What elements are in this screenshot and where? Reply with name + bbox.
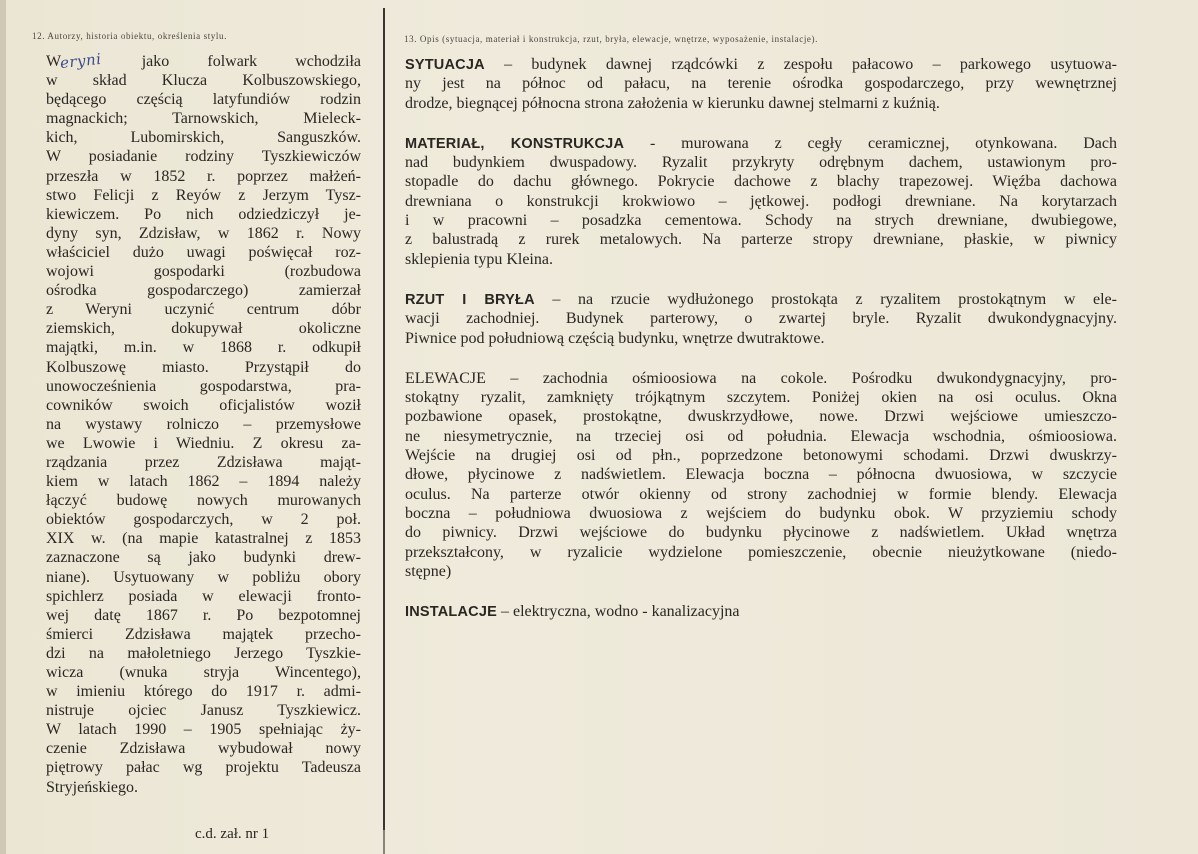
description-line: stokątny ryzalit, zamknięty trójkątnym szczytem. Poniżej okien na osi oculus. Okna	[405, 389, 1117, 407]
description-line: ELEWACJE – zachodnia ośmioosiowa na cokole. Pośrodku dwukondygnacyjny, pro-	[405, 369, 1117, 387]
column-divider	[383, 8, 385, 830]
history-line: wicza (wnuka stryja Wincentego),	[46, 664, 361, 681]
history-line: Stryjeńskiego.	[46, 778, 138, 796]
description-line: oculus. Na parterze otwór okienny od strony zachodniej w formie blendy. Elewacja	[405, 485, 1117, 503]
description-text	[405, 55, 1117, 642]
history-text	[46, 49, 362, 797]
history-line: W latach 1990 – 1905 spełniając ży-	[46, 721, 361, 739]
continuation-note: c.d. zał. nr 1	[195, 826, 270, 842]
history-line: będącego częścią latyfundiów rodzin	[46, 91, 361, 109]
description-section	[405, 602, 1117, 621]
history-line: XIX w. (na mapie katastralnej z 1853	[46, 530, 361, 548]
history-line: dyny syn, Zdzisław, w 1862 r. Nowy	[46, 224, 361, 242]
description-line: i w pracowni – posadzka cementowa. Schody na strych drewniane, dwubiegowe,	[405, 212, 1117, 230]
history-line: W posiadanie rodziny Tyszkiewiczów	[46, 148, 361, 166]
section-heading: INSTALACJE	[405, 604, 497, 621]
history-line: zaznaczone są jako budynki drew-	[46, 549, 361, 567]
history-first-line	[46, 49, 362, 73]
description-line: stopadle do dachu głównego. Pokrycie dachowe z blachy trapezowej. Więźba dachowa	[405, 173, 1117, 191]
history-line: w imieniu którego do 1917 r. admi-	[46, 683, 361, 701]
handwritten-correction: eryni	[59, 49, 103, 73]
description-line: Piwnice pod południową częścią budynku, wnętrze dwutraktowe.	[405, 329, 825, 347]
description-line	[405, 55, 1117, 74]
history-line: we Lwowie i Wiedniu. Z okresu za-	[46, 434, 361, 452]
history-first-letter: W	[46, 53, 62, 70]
history-line: cowników swoich oficjalistów woził	[46, 396, 361, 414]
description-section	[405, 55, 1117, 113]
description-line	[405, 290, 1117, 309]
history-lines	[46, 71, 361, 797]
history-line: kiem w latach 1862 – 1894 należy	[46, 473, 361, 491]
description-line: dłowe, płycinowe z nadświetlem. Elewacja boczna – północna dwuosiowa, w szczycie	[405, 466, 1117, 484]
history-line: łączyć budowę nowych murowanych	[46, 492, 361, 510]
section-text: – elektryczna, wodno - kanalizacyjna	[496, 603, 740, 621]
section-heading: SYTUACJA	[405, 57, 485, 73]
description-section	[405, 134, 1117, 269]
history-line: stwo Felicji z Reyów z Jerzym Tysz-	[46, 186, 361, 204]
description-line: sklepienia typu Kleina.	[405, 250, 553, 268]
section-text: – budynek dawnej rządcówki z zespołu pałacowo – parkowego usytuowa-	[484, 56, 1117, 73]
section-heading: RZUT I BRYŁA	[405, 291, 535, 308]
description-line: pozbawione opasek, prostokątne, dwuskrzydłowe, nowe. Drzwi wejściowe umieszczo-	[405, 408, 1117, 426]
description-line: boczna – południowa dwuosiowa z wejściem do budynku obok. W przyziemiu schody	[405, 504, 1117, 522]
history-line: wej datę 1867 r. Po bezpotomnej	[46, 606, 361, 624]
description-line: Wejście na drugiej osi od płn., poprzedzone betonowymi schodami. Drzwi dwuskrzy-	[405, 447, 1117, 465]
history-line: właściciel dużo uwagi poświęcał roz-	[46, 243, 361, 261]
history-line: nistruje ojciec Janusz Tyszkiewicz.	[46, 702, 361, 720]
description-line: przekształcony, w ryzalicie wydzielone pomieszczenie, obecnie nieużytkowane (niedo-	[405, 543, 1117, 561]
section-heading: MATERIAŁ, KONSTRUKCJA	[405, 135, 625, 152]
history-line: niane). Usytuowany w pobliżu obory	[46, 568, 361, 586]
description-line: ne niesymetrycznie, na trzeciej osi od południa. Elewacja wschodnia, ośmioosiowa.	[405, 427, 1117, 445]
history-line: czenie Zdzisława wybudował nowy	[46, 740, 361, 758]
right-column-header: 13. Opis (sytuacja, materiał i konstrukcja, rzut, bryła, elewacje, wnętrze, wyposażenie, instalacje).	[404, 34, 818, 44]
column-divider-foot	[383, 830, 385, 854]
description-section	[405, 369, 1117, 581]
description-line: drewniana o konstrukcji krokwiowo – jętkowej. podłogi drewniane. Na korytarzach	[405, 192, 1117, 210]
history-line: Kolbuszowę miasto. Przystąpił do	[46, 358, 361, 376]
description-line	[405, 134, 1117, 153]
section-text: - murowana z cegły ceramicznej, otynkowana. Dach	[624, 134, 1117, 152]
history-line: przeszła w 1852 r. poprzez małżeń-	[46, 167, 361, 185]
history-line: spichlerz posiada w elewacji fronto-	[46, 587, 361, 605]
page-edge	[0, 0, 6, 854]
history-line: w skład Klucza Kolbuszowskiego,	[46, 72, 361, 90]
description-line: nad budynkiem dwuspadowy. Ryzalit przykryty odrębnym dachem, ustawionym pro-	[405, 154, 1117, 172]
description-section	[405, 290, 1117, 348]
history-line: obiektów gospodarczych, w 2 poł.	[46, 511, 361, 529]
history-first-line-rest: jako folwark wchodziła	[141, 53, 362, 70]
history-line: unowocześnienia gospodarstwa, pra-	[46, 377, 361, 395]
history-line: majątki, m.in. w 1868 r. odkupił	[46, 339, 361, 357]
description-line: wacji zachodniej. Budynek parterowy, o zwartej bryle. Ryzalit dwukondygnacyjny.	[405, 310, 1117, 328]
description-line: drodze, biegnącej północna strona założenia w kierunku dawnej stelmarni z kuźnią.	[405, 94, 940, 112]
section-text: – na rzucie wydłużonego prostokąta z ryzalitem prostokątnym w ele-	[534, 290, 1117, 308]
description-line: do piwnicy. Drzwi wejściowe do budynku płycinowe z nadświetlem. Układ wnętrza	[405, 524, 1117, 542]
history-line: wojowi gospodarki (rozbudowa	[46, 263, 361, 281]
description-line: ny jest na północ od pałacu, na terenie ośrodka gospodarczego, przy wewnętrznej	[405, 75, 1117, 93]
history-line: magnackich; Tarnowskich, Mieleck-	[46, 110, 361, 128]
history-line: piętrowy pałac wg projektu Tadeusza	[46, 759, 361, 777]
history-line: kiewiczem. Po nich odziedziczył je-	[46, 205, 361, 223]
description-line: stępne)	[405, 562, 452, 580]
history-line: ziemskich, dokupywał okoliczne	[46, 320, 361, 338]
description-line	[405, 602, 1117, 621]
left-column-header: 12. Autorzy, historia obiektu, określenia stylu.	[32, 31, 227, 41]
history-line: kich, Lubomirskich, Sanguszków.	[46, 129, 361, 147]
history-line: rządzania przez Zdzisława mająt-	[46, 453, 361, 471]
history-line: ośrodka gospodarczego) zamierzał	[46, 282, 361, 300]
description-line: z balustradą z rurek metalowych. Na parterze stropy drewniane, płaskie, w piwnicy	[405, 231, 1117, 249]
history-line: z Weryni uczynić centrum dóbr	[46, 301, 361, 319]
history-line: śmierci Zdzisława majątek przecho-	[46, 625, 361, 643]
history-line: na wystawy rolniczo – przemysłowe	[46, 415, 361, 433]
history-line: dzi na małoletniego Jerzego Tyszkie-	[46, 644, 361, 662]
